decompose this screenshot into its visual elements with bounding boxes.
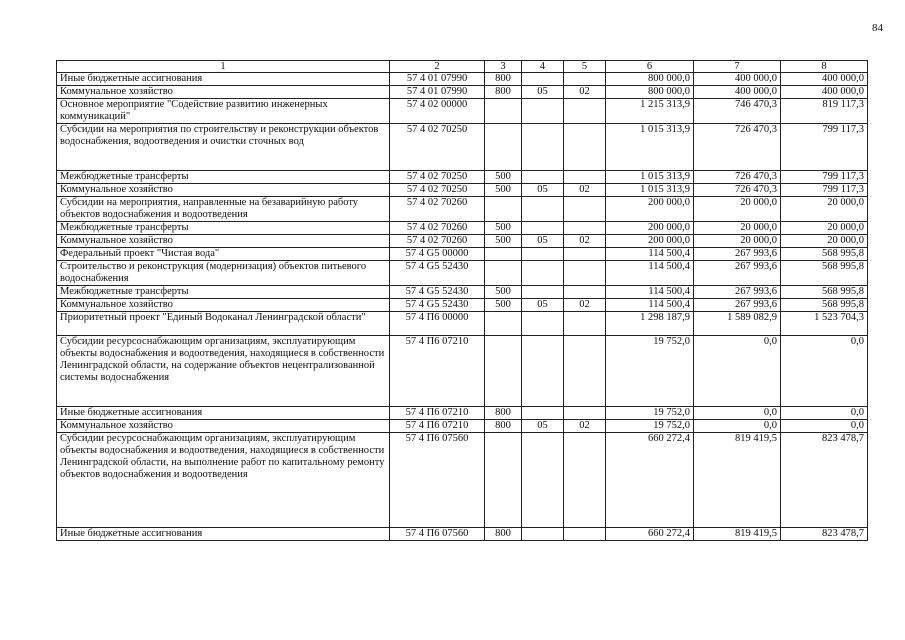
row-section — [522, 336, 564, 407]
row-value-8: 568 995,8 — [781, 299, 868, 312]
row-value-6: 800 000,0 — [606, 86, 694, 99]
header-cell: 6 — [606, 61, 694, 73]
row-section — [522, 261, 564, 286]
row-subsection — [564, 197, 606, 222]
row-value-6: 19 752,0 — [606, 420, 694, 433]
row-section — [522, 248, 564, 261]
row-subsection — [564, 171, 606, 184]
row-value-7: 20 000,0 — [694, 235, 781, 248]
row-value-7: 726 470,3 — [694, 124, 781, 171]
row-expense-type: 500 — [485, 286, 522, 299]
row-subsection: 02 — [564, 184, 606, 197]
row-value-8: 400 000,0 — [781, 86, 868, 99]
row-name: Иные бюджетные ассигнования — [57, 73, 390, 86]
row-expense-type — [485, 336, 522, 407]
table-row — [57, 184, 868, 197]
row-value-8: 20 000,0 — [781, 197, 868, 222]
row-value-6: 1 015 313,9 — [606, 124, 694, 171]
row-code: 57 4 02 70260 — [390, 222, 485, 235]
row-code: 57 4 02 70250 — [390, 184, 485, 197]
row-value-7: 726 470,3 — [694, 171, 781, 184]
row-name: Основное мероприятие "Содействие развитию инженерных коммуникаций" — [57, 99, 390, 124]
row-value-8: 799 117,3 — [781, 184, 868, 197]
row-name: Приоритетный проект "Единый Водоканал Ленинградской области" — [57, 312, 390, 336]
row-section: 05 — [522, 420, 564, 433]
row-value-6: 19 752,0 — [606, 336, 694, 407]
row-value-6: 200 000,0 — [606, 222, 694, 235]
row-value-7: 267 993,6 — [694, 261, 781, 286]
row-value-8: 799 117,3 — [781, 171, 868, 184]
row-expense-type — [485, 99, 522, 124]
page-number: 84 — [872, 22, 883, 34]
row-expense-type: 800 — [485, 420, 522, 433]
table-row — [57, 222, 868, 235]
row-value-6: 19 752,0 — [606, 407, 694, 420]
row-name: Строительство и реконструкция (модернизация) объектов питьевого водоснабжения — [57, 261, 390, 286]
row-name: Коммунальное хозяйство — [57, 184, 390, 197]
row-expense-type: 800 — [485, 528, 522, 541]
header-cell: 8 — [781, 61, 868, 73]
table-row — [57, 171, 868, 184]
row-name: Субсидии ресурсоснабжающим организациям, эксплуатирующим объекты водоснабжения и водоотведения, находящиеся в собственности Ленинградской области, на содержание объектов нецентрализованной системы водоснабжения — [57, 336, 390, 407]
table-row — [57, 261, 868, 286]
row-code: 57 4 02 70260 — [390, 197, 485, 222]
header-cell: 3 — [485, 61, 522, 73]
row-expense-type: 500 — [485, 222, 522, 235]
row-value-6: 114 500,4 — [606, 286, 694, 299]
row-section — [522, 73, 564, 86]
row-value-7: 267 993,6 — [694, 248, 781, 261]
row-subsection — [564, 336, 606, 407]
row-value-6: 114 500,4 — [606, 299, 694, 312]
row-section: 05 — [522, 235, 564, 248]
row-section — [522, 312, 564, 336]
row-value-6: 1 298 187,9 — [606, 312, 694, 336]
table-row — [57, 299, 868, 312]
row-value-6: 200 000,0 — [606, 197, 694, 222]
row-value-7: 0,0 — [694, 407, 781, 420]
table-row — [57, 312, 868, 336]
row-value-6: 660 272,4 — [606, 528, 694, 541]
row-value-7: 1 589 082,9 — [694, 312, 781, 336]
header-cell: 5 — [564, 61, 606, 73]
row-code: 57 4 01 07990 — [390, 73, 485, 86]
row-code: 57 4 G5 52430 — [390, 261, 485, 286]
row-value-8: 400 000,0 — [781, 73, 868, 86]
row-name: Коммунальное хозяйство — [57, 235, 390, 248]
table-row — [57, 336, 868, 407]
row-value-6: 1 015 313,9 — [606, 184, 694, 197]
row-subsection — [564, 248, 606, 261]
row-value-8: 0,0 — [781, 407, 868, 420]
row-value-8: 823 478,7 — [781, 528, 868, 541]
row-subsection — [564, 528, 606, 541]
row-value-8: 0,0 — [781, 336, 868, 407]
row-value-8: 823 478,7 — [781, 433, 868, 528]
row-subsection — [564, 261, 606, 286]
row-section — [522, 433, 564, 528]
row-subsection — [564, 99, 606, 124]
row-value-7: 819 419,5 — [694, 433, 781, 528]
row-expense-type: 800 — [485, 86, 522, 99]
table-row — [57, 99, 868, 124]
table-row — [57, 235, 868, 248]
row-section: 05 — [522, 299, 564, 312]
table-row — [57, 73, 868, 86]
row-value-8: 568 995,8 — [781, 261, 868, 286]
row-value-6: 800 000,0 — [606, 73, 694, 86]
table-row — [57, 420, 868, 433]
header-cell: 7 — [694, 61, 781, 73]
row-section — [522, 124, 564, 171]
row-name: Коммунальное хозяйство — [57, 86, 390, 99]
row-value-7: 0,0 — [694, 336, 781, 407]
row-section — [522, 286, 564, 299]
row-name: Федеральный проект "Чистая вода" — [57, 248, 390, 261]
row-value-7: 746 470,3 — [694, 99, 781, 124]
row-code: 57 4 02 70250 — [390, 124, 485, 171]
table-row — [57, 248, 868, 261]
row-section — [522, 407, 564, 420]
row-value-7: 400 000,0 — [694, 73, 781, 86]
row-code: 57 4 П6 07210 — [390, 407, 485, 420]
row-value-7: 0,0 — [694, 420, 781, 433]
row-expense-type: 500 — [485, 171, 522, 184]
row-expense-type: 800 — [485, 73, 522, 86]
row-subsection: 02 — [564, 299, 606, 312]
row-name: Иные бюджетные ассигнования — [57, 528, 390, 541]
row-expense-type: 500 — [485, 299, 522, 312]
table-row — [57, 528, 868, 541]
row-subsection: 02 — [564, 235, 606, 248]
row-subsection — [564, 433, 606, 528]
row-expense-type — [485, 197, 522, 222]
row-value-6: 1 015 313,9 — [606, 171, 694, 184]
row-code: 57 4 02 70260 — [390, 235, 485, 248]
row-subsection — [564, 312, 606, 336]
row-value-8: 20 000,0 — [781, 222, 868, 235]
row-expense-type: 500 — [485, 235, 522, 248]
table-row — [57, 433, 868, 528]
row-value-8: 568 995,8 — [781, 286, 868, 299]
row-code: 57 4 02 70250 — [390, 171, 485, 184]
row-name: Коммунальное хозяйство — [57, 299, 390, 312]
row-code: 57 4 П6 07210 — [390, 336, 485, 407]
row-expense-type: 800 — [485, 407, 522, 420]
table-row — [57, 197, 868, 222]
row-value-7: 20 000,0 — [694, 222, 781, 235]
row-code: 57 4 G5 00000 — [390, 248, 485, 261]
row-subsection — [564, 222, 606, 235]
row-value-6: 1 215 313,9 — [606, 99, 694, 124]
budget-table — [56, 60, 868, 541]
row-section — [522, 528, 564, 541]
row-section — [522, 171, 564, 184]
row-subsection — [564, 407, 606, 420]
row-value-7: 400 000,0 — [694, 86, 781, 99]
row-name: Субсидии на мероприятия, направленные на безаварийную работу объектов водоснабжения и водоотведения — [57, 197, 390, 222]
header-cell: 1 — [57, 61, 390, 73]
row-value-8: 1 523 704,3 — [781, 312, 868, 336]
row-code: 57 4 П6 07210 — [390, 420, 485, 433]
row-value-6: 114 500,4 — [606, 248, 694, 261]
row-subsection: 02 — [564, 420, 606, 433]
row-section: 05 — [522, 86, 564, 99]
row-code: 57 4 01 07990 — [390, 86, 485, 99]
row-value-6: 200 000,0 — [606, 235, 694, 248]
row-value-6: 660 272,4 — [606, 433, 694, 528]
row-code: 57 4 G5 52430 — [390, 286, 485, 299]
row-value-7: 267 993,6 — [694, 299, 781, 312]
row-value-8: 20 000,0 — [781, 235, 868, 248]
row-code: 57 4 G5 52430 — [390, 299, 485, 312]
row-name: Субсидии на мероприятия по строительству и реконструкции объектов водоснабжения, водоотведения и очистки сточных вод — [57, 124, 390, 171]
row-expense-type — [485, 261, 522, 286]
row-code: 57 4 П6 00000 — [390, 312, 485, 336]
table-row — [57, 86, 868, 99]
row-name: Коммунальное хозяйство — [57, 420, 390, 433]
row-subsection — [564, 286, 606, 299]
row-subsection: 02 — [564, 86, 606, 99]
row-name: Межбюджетные трансферты — [57, 222, 390, 235]
table-row — [57, 124, 868, 171]
row-subsection — [564, 73, 606, 86]
row-expense-type — [485, 312, 522, 336]
row-value-8: 819 117,3 — [781, 99, 868, 124]
row-subsection — [564, 124, 606, 171]
row-expense-type: 500 — [485, 184, 522, 197]
row-name: Межбюджетные трансферты — [57, 171, 390, 184]
row-code: 57 4 П6 07560 — [390, 528, 485, 541]
row-name: Иные бюджетные ассигнования — [57, 407, 390, 420]
table-row — [57, 407, 868, 420]
row-expense-type — [485, 433, 522, 528]
row-value-8: 799 117,3 — [781, 124, 868, 171]
row-value-8: 568 995,8 — [781, 248, 868, 261]
row-value-8: 0,0 — [781, 420, 868, 433]
row-code: 57 4 П6 07560 — [390, 433, 485, 528]
row-value-7: 819 419,5 — [694, 528, 781, 541]
table-row — [57, 286, 868, 299]
row-code: 57 4 02 00000 — [390, 99, 485, 124]
row-expense-type — [485, 248, 522, 261]
row-section — [522, 197, 564, 222]
row-section: 05 — [522, 184, 564, 197]
row-value-6: 114 500,4 — [606, 261, 694, 286]
row-section — [522, 222, 564, 235]
header-cell: 2 — [390, 61, 485, 73]
row-value-7: 20 000,0 — [694, 197, 781, 222]
row-value-7: 267 993,6 — [694, 286, 781, 299]
row-expense-type — [485, 124, 522, 171]
row-name: Субсидии ресурсоснабжающим организациям, эксплуатирующим объекты водоснабжения и водоотведения, находящиеся в собственности Ленинградской области, на выполнение работ по капитальному ремонту объектов водоснабжения и водоотведения — [57, 433, 390, 528]
row-name: Межбюджетные трансферты — [57, 286, 390, 299]
row-value-7: 726 470,3 — [694, 184, 781, 197]
header-row — [57, 61, 868, 73]
row-section — [522, 99, 564, 124]
header-cell: 4 — [522, 61, 564, 73]
